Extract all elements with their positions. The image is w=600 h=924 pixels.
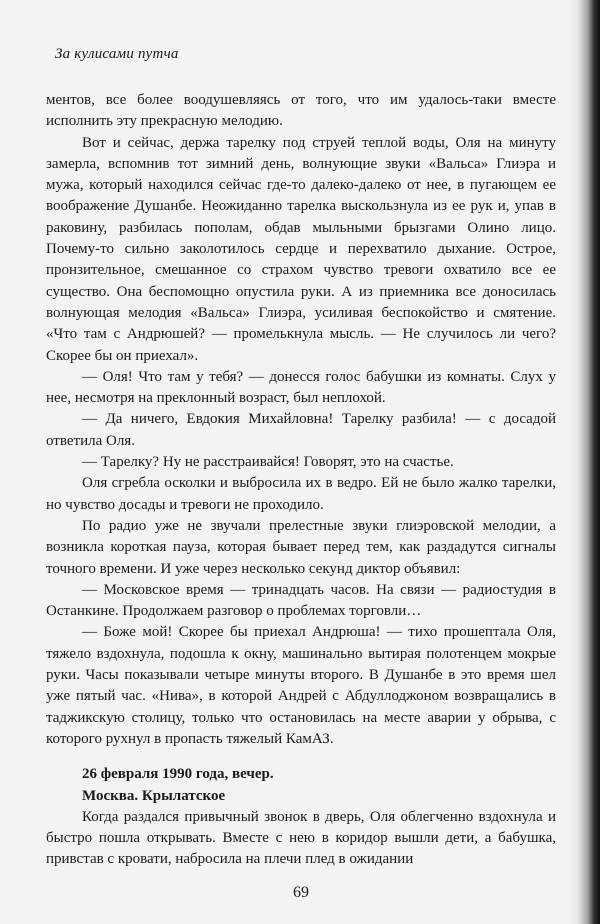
body-paragraph: ментов, все более воодушевляясь от того, что им удалось-таки вместе исполнить эту прекрасную мелодию. [46,92,556,130]
section-heading-location: Москва. Крылатское [82,787,226,804]
body-paragraph: Когда раздался привычный звонок в дверь, Оля облегченно вздохнула и быстро пошла открывать. Вместе с нею в коридор вышли дети, а бабушка, привстав с кровати, набросила на плечи плед в ожидании [46,808,556,868]
body-paragraph: Вот и сейчас, держа тарелку под струей теплой воды, Оля на минуту замерла, вспомнив тот зимний день, волнующие звуки «Вальса» Глиэра и мужа, который находился сейчас где-то далеко-далеко от нее, в пугающем ее воображение Душанбе. Неожиданно тарелка выскользнула из ее рук и, упав в раковину, разбилась пополам, обдав мыльными брызгами Олино лицо. Почему-то сильно заколотилось сердце и перехватило дыхание. Острое, пронзительное, смешанное со страхом чувство тревоги охватило все ее существо. Она беспомощно опустила руки. А из приемника все доносилась волнующая мелодия «Вальса» Глиэра, усиливая беспокойство и смятение. «Что там с Андрюшей? — промелькнула мысль. — Не случилось ли чего? Скорее бы он приехал». [46,134,556,364]
body-paragraph: — Боже мой! Скорее бы приехал Андрюша! — тихо прошептала Оля, тяжело вздохнула, подошла к окну, машинально вытирая полотенцем мокрые руки. Часы показывали четыре минуты второго. В Душанбе в это время шел уже пятый час. «Нива», в которой Андрей с Абдуллоджоном возвращались в таджикскую столицу, только что остановилась на месте аварии у обрыва, с которого рухнул в пропасть тяжелый КамАЗ. [46,624,556,747]
body-paragraph: — Тарелку? Ну не расстраивайся! Говорят, это на счастье. [82,454,454,471]
body-paragraph: — Да ничего, Евдокия Михайловна! Тарелку разбила! — с досадой ответила Оля. [46,411,556,449]
body-paragraph: По радио уже не звучали прелестные звуки глиэровской мелодии, а возникла короткая пауза, которая бывает перед тем, как раздадутся сигналы точного времени. И уже через несколько секунд диктор объявил: [46,517,556,577]
section-heading-date: 26 февраля 1990 года, вечер. [82,766,274,783]
running-header: За кулисами путча [55,46,179,62]
body-paragraph: Оля сгребла осколки и выбросила их в ведро. Ей не было жалко тарелки, но чувство досады и тревоги не проходило. [46,475,556,513]
page-number: 69 [293,884,309,901]
body-paragraph: — Оля! Что там у тебя? — донесся голос бабушки из комнаты. Слух у нее, несмотря на преклонный возраст, был неплохой. [46,368,556,407]
body-paragraph: — Московское время — тринадцать часов. На связи — радиостудия в Останкине. Продолжаем разговор о проблемах торговли… [46,581,556,620]
page-body [46,90,556,871]
